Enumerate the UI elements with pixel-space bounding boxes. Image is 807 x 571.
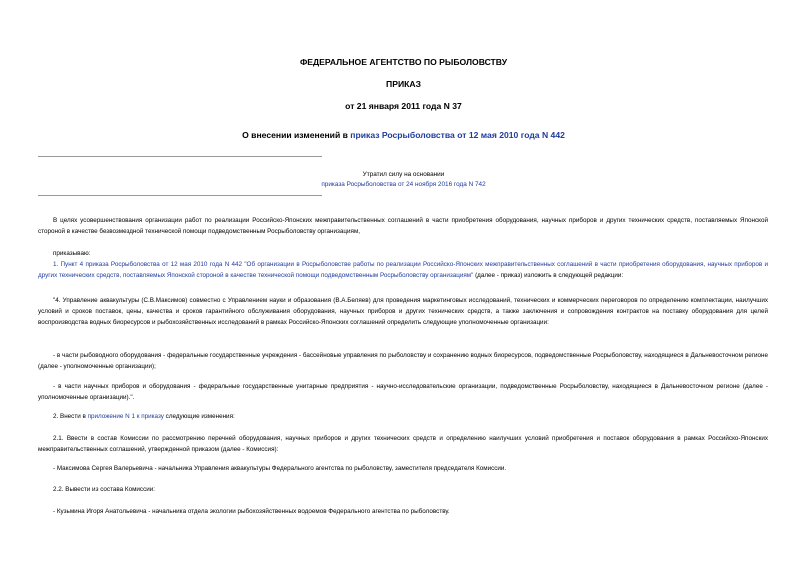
amended-order-link[interactable]: приказ Росрыболовства от 12 мая 2010 года N 442 (350, 130, 565, 140)
fish-equipment-paragraph: - в части рыбоводного оборудования - федеральные государственные учреждения - бассейновые управления по рыболовству и сохранению водных биоресурсов, подведомственные Росрыболовству, находящиеся в Дальневосточном регионе (далее - уполномоченные организации); (38, 352, 768, 370)
document-title-prefix: О внесении изменений в (242, 130, 351, 140)
item-2-prefix: 2. Внести в (53, 413, 88, 420)
new-item-4-paragraph: "4. Управление аквакультуры (С.В.Максимов) совместно с Управлением науки и образования (В.А.Беляев) для проведения маркетинговых исследований, технических и коммерческих переговоров по определению комплектации, наилучших условий и сроков поставок, цены, качества и сроков гарантийного обслуживания оборудования, научных приборов и других технических средств, а также заключения и сопровождения контрактов на поставку оборудования для целей воспроизводства водных биоресурсов и рыбохозяйственных исследований в рамках Российско-Японских соглашений определить следующие уполномоченные организации: (38, 297, 768, 326)
item-2-suffix: следующие изменения: (163, 413, 235, 420)
repeal-order-link[interactable]: приказа Росрыболовства от 24 ноября 2016 года N 742 (321, 181, 486, 188)
document-title (0, 130, 807, 141)
item-2-2-paragraph: 2.2. Вывести из состава Комиссии: (53, 486, 156, 493)
date-number-heading: от 21 января 2011 года N 37 (345, 101, 462, 111)
item-2-1-paragraph: 2.1. Ввести в состав Комиссии по рассмотрению перечней оборудования, научных приборов и других технических средств и определению наилучших условий приобретения и поставок оборудования в рамках Российско-Японских межправительственных соглашений, утвержденной приказом (далее - Комиссия): (38, 435, 768, 453)
remove-member-paragraph: - Кузьмина Игоря Анатольевича - начальника отдела экологии рыбохозяйственных водоемов Федерального агентства по рыболовству. (53, 508, 450, 515)
item-4-reference-link[interactable]: 1. Пункт 4 приказа Росрыболовства от 12 мая 2010 года N 442 "Об организации в Росрыболовстве работы по реализации Российско-Японских межправительственных соглашений в части приобретения оборудования, научных приборов и других технических средств, поставляемых Японской стороной в качестве технической помощи подведомственным Росрыболовству организациям" (38, 261, 768, 279)
add-member-paragraph: - Максимова Сергея Валерьевича - начальника Управления аквакультуры Федерального агентства по рыболовству, заместителя председателя Комиссии. (53, 465, 507, 472)
status-note-text: Утратил силу на основании (362, 171, 445, 178)
item-1-tail: (далее - приказ) изложить в следующей редакции: (473, 271, 624, 279)
bottom-divider (38, 195, 322, 196)
top-divider (38, 156, 322, 157)
document-type-heading: ПРИКАЗ (386, 79, 421, 89)
scientific-equipment-paragraph: - в части научных приборов и оборудования - федеральные государственные унитарные предприятия - научно-исследовательские организации, подведомственные Росрыболовству, находящиеся в Дальневосточном регионе (далее - уполномоченные организации).". (38, 383, 768, 401)
item-2-paragraph (38, 412, 768, 423)
agency-heading: ФЕДЕРАЛЬНОЕ АГЕНТСТВО ПО РЫБОЛОВСТВУ (299, 57, 508, 67)
order-clause: приказываю: (53, 250, 91, 257)
item-1-paragraph (38, 260, 768, 282)
preamble-paragraph: В целях усовершенствования организации работ по реализации Российско-Японских межправительственных соглашений в части приобретения оборудования, научных приборов и других технических средств, поставляемых Японской стороной в качестве безвозмездной технической помощи подведомственным Росрыболовству организациям, (38, 217, 768, 235)
appendix-1-link[interactable]: приложение N 1 к приказу (87, 413, 164, 420)
